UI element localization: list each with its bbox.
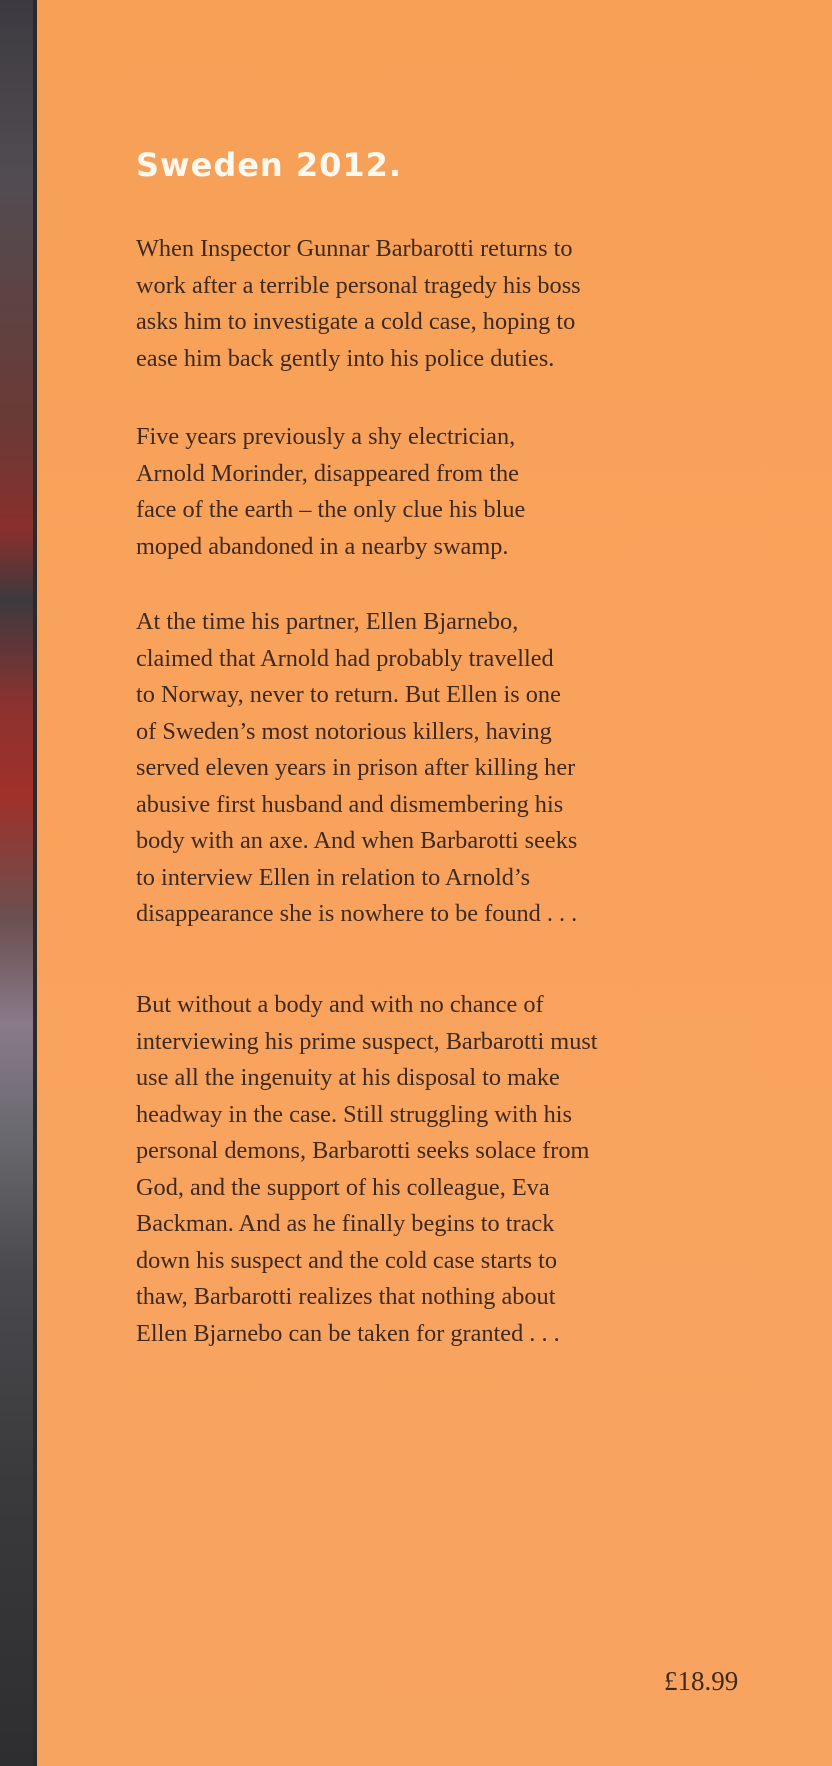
text-line: Backman. And as he finally begins to track [136, 1210, 555, 1237]
text-line: disappearance she is nowhere to be found . . . [136, 900, 578, 927]
text-line: to interview Ellen in relation to Arnold’s [136, 863, 531, 891]
text-line: Arnold Morinder, disappeared from the [136, 459, 519, 487]
book-spine-edge [0, 0, 36, 1766]
text-line: When Inspector Gunnar Barbarotti returns to [136, 235, 573, 262]
text-line: to Norway, never to return. But Ellen is one [136, 681, 561, 708]
blurb-paragraph-2 [136, 419, 776, 565]
price-label: £18.99 [664, 1666, 739, 1696]
text-line: God, and the support of his colleague, Eva [136, 1173, 550, 1201]
text-line: served eleven years in prison after killing her [136, 754, 576, 781]
blurb-paragraph-1 [136, 231, 776, 377]
text-line: Ellen Bjarnebo can be taken for granted . . . [136, 1319, 560, 1347]
text-line: work after a terrible personal tragedy his boss [136, 271, 581, 299]
blurb-paragraph-4 [136, 987, 776, 1352]
heading: Sweden 2012. [136, 146, 403, 184]
text-line: interviewing his prime suspect, Barbarotti must [136, 1027, 598, 1055]
blurb-paragraph-3 [136, 604, 776, 933]
text-line: abusive first husband and dismembering his [136, 790, 564, 818]
text-line: Five years previously a shy electrician, [136, 423, 516, 450]
text-line: claimed that Arnold had probably travelled [136, 644, 554, 672]
text-line: use all the ingenuity at his disposal to make [136, 1064, 560, 1091]
text-line: headway in the case. Still struggling with his [136, 1100, 572, 1128]
text-line: But without a body and with no chance of [136, 991, 544, 1018]
text-line: face of the earth – the only clue his blue [136, 496, 526, 523]
text-line: ease him back gently into his police duties. [136, 344, 555, 372]
text-line: moped abandoned in a nearby swamp. [136, 532, 509, 560]
text-line: thaw, Barbarotti realizes that nothing about [136, 1283, 556, 1310]
text-line: At the time his partner, Ellen Bjarnebo, [136, 608, 519, 635]
text-line: of Sweden’s most notorious killers, having [136, 717, 552, 745]
text-line: down his suspect and the cold case starts to [136, 1246, 558, 1274]
text-line: body with an axe. And when Barbarotti seeks [136, 827, 578, 854]
text-line: asks him to investigate a cold case, hoping to [136, 308, 576, 335]
text-line: personal demons, Barbarotti seeks solace from [136, 1137, 590, 1164]
